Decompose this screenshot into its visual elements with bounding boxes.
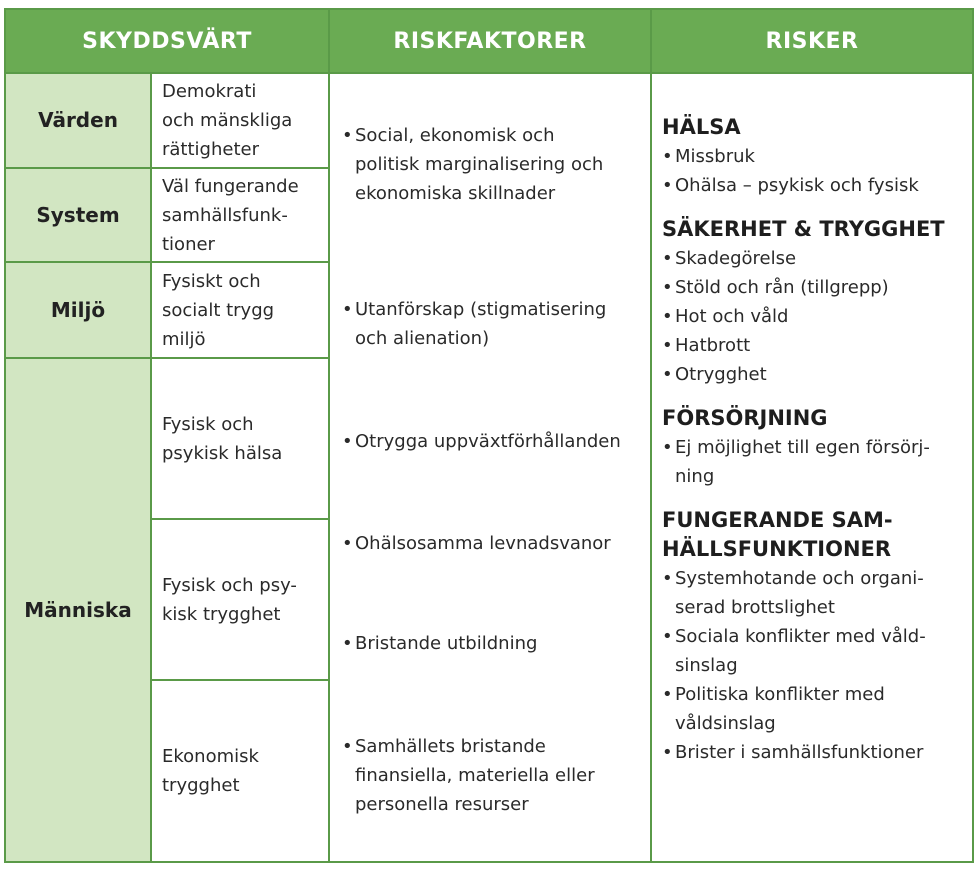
risk-section-title: HÄLSA [662, 115, 741, 139]
risk-item: • Systemhotande och organi- [662, 568, 924, 589]
risk-item: • Stöld och rån (tillgrepp) [662, 277, 889, 298]
risk-item: • Missbruk [662, 146, 755, 167]
risk-item: • Ohälsa – psykisk och fysisk [662, 175, 919, 196]
risk-section-title: FUNGERANDE SAM- [662, 508, 893, 532]
riskfactor-item: • Samhällets bristande finansiella, materiella eller personella resurser [342, 736, 595, 815]
risk-item: • Ej möjlighet till egen försörj- [662, 437, 930, 458]
header-risker: RISKER [652, 10, 972, 72]
divider [328, 10, 330, 861]
risk-section-title: SÄKERHET & TRYGGHET [662, 217, 945, 241]
risk-item: • Hatbrott [662, 335, 751, 356]
category-miljo: Miljö [6, 262, 150, 358]
risk-item: • Sociala konflikter med våld- [662, 626, 926, 647]
category-varden: Värden [6, 72, 150, 168]
riskfactor-item: • Social, ekonomisk och politisk marginalisering och ekonomiska skillnader [342, 125, 604, 204]
risk-section-samhallsfunktioner: FUNGERANDE SAM- HÄLLSFUNKTIONER • Systemhotande och organi- serad brottslighet • Sociala konflikter med våld- sinslag • Politiska konflikter med våldsinslag • Brister i samhällsfunktioner [662, 506, 972, 767]
riskfactor-item: • Ohälsosamma levnadsvanor [342, 533, 611, 554]
risk-item: • Hot och våld [662, 306, 789, 327]
subcategory-samhallsfunktioner: Väl fungerande samhällsfunk- tioner [162, 175, 299, 255]
risk-item: • Skadegörelse [662, 248, 797, 269]
divider [650, 10, 652, 861]
risk-section-forsorjning: FÖRSÖRJNING • Ej möjlighet till egen försörj- ning [662, 404, 972, 491]
divider [6, 72, 972, 74]
header-skyddsvart: SKYDDSVÄRT [6, 10, 328, 72]
divider [6, 261, 328, 263]
subcategory-halsa: Fysisk och psykisk hälsa [162, 413, 283, 464]
riskfactor-item: • Bristande utbildning [342, 633, 538, 654]
risk-section-title: FÖRSÖRJNING [662, 406, 828, 430]
risk-table [4, 8, 974, 863]
risk-section-title-cont: HÄLLSFUNKTIONER [662, 537, 892, 561]
divider [6, 167, 328, 169]
category-system: System [6, 168, 150, 262]
subcategory-trygghet: Fysisk och psy- kisk trygghet [162, 574, 297, 625]
header-riskfaktorer: RISKFAKTORER [330, 10, 650, 72]
subcategory-ekonomisk-trygghet: Ekonomisk trygghet [162, 745, 259, 796]
risk-item: • Politiska konflikter med [662, 684, 885, 705]
risk-section-halsa [662, 113, 972, 200]
risk-item: • Otrygghet [662, 364, 767, 385]
category-manniska: Människa [6, 358, 150, 861]
risks-column [662, 113, 972, 767]
risk-section-sakerhet [662, 215, 972, 389]
riskfactor-item: • Otrygga uppväxtförhållanden [342, 431, 621, 452]
divider [150, 679, 328, 681]
riskfactor-item: • Utanförskap (stigmatisering och alienation) [342, 299, 607, 349]
risk-item: • Brister i samhällsfunktioner [662, 742, 924, 763]
subcategory-trygg-miljo: Fysiskt och socialt trygg miljö [162, 270, 275, 350]
divider [150, 72, 152, 861]
divider [6, 357, 328, 359]
subcategory-demokrati: Demokrati och mänskliga rättigheter [162, 80, 293, 160]
divider [150, 518, 328, 520]
